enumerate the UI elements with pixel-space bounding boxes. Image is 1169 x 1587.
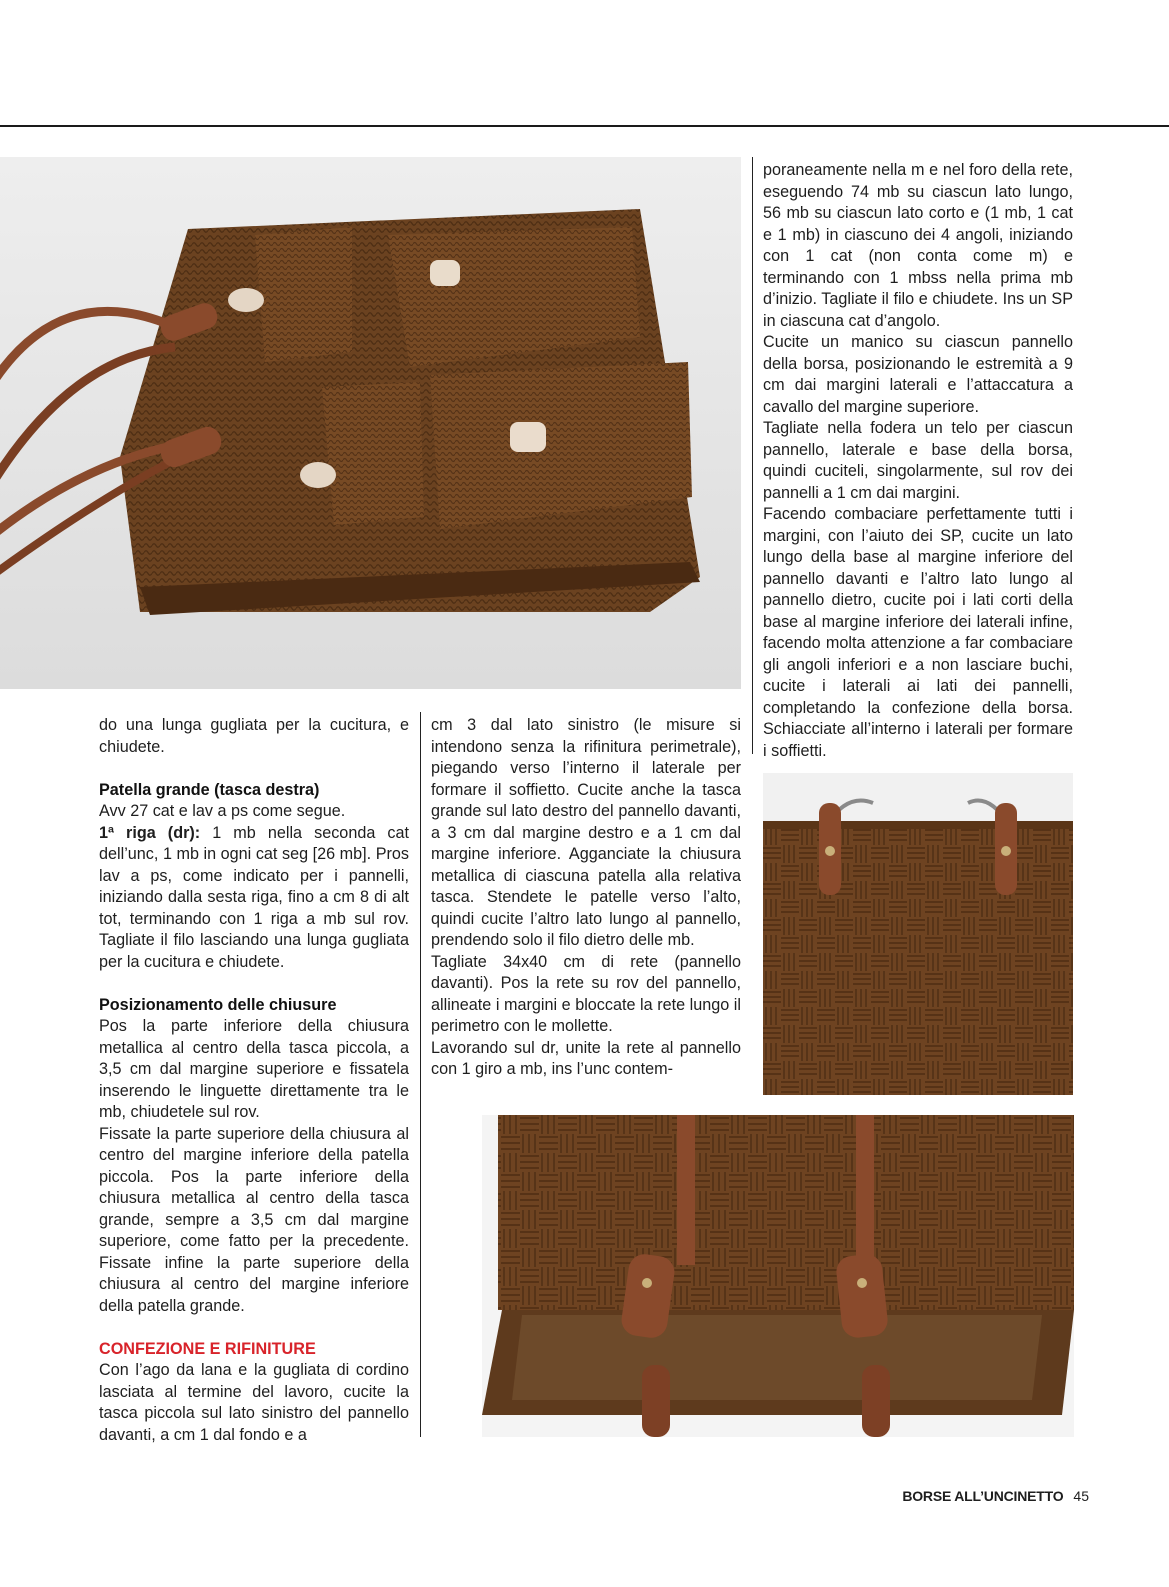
paragraph-col2-2: Tagliate 34x40 cm di rete (pannello davanti). Pos la rete su rov del pannello, allineate i margini e bloccate la rete lungo il perimetro con le mollette. [431, 952, 741, 1035]
column-divider-2 [752, 157, 753, 754]
text-column-1 [99, 715, 409, 1446]
heading-patella-grande: Patella grande (tasca destra) [99, 780, 320, 799]
paragraph-col2-3: Lavorando sul dr, unite la rete al pannello con 1 giro a mb, ins l’unc contem- [431, 1038, 741, 1078]
paragraph-col3-4: Facendo combaciare perfettamente tutti i margini, con l’aiuto dei SP, cucite un lato lungo della base al margine inferiore del pannello davanti e l’altro lato lungo al pannello dietro, cucite poi i lati corti della base al margine inferiore dei laterali infine, facendo molta attenzione a far combaciare gli angoli inferiori e a non lasciare buchi, cucite i laterali ai lati dei pannelli, completando la confezione della borsa. Schiacciate all’interno i laterali per formare i soffietti. [763, 505, 1073, 760]
paragraph-posizionamento-1: Pos la parte inferiore della chiusura metallica al centro della tasca piccola, a 3,5 cm dal margine superiore e fissatela inserendo le linguette direttamente tra le mb, chiudetele sul rov. [99, 1017, 409, 1121]
paragraph-col2-1: cm 3 dal lato sinistro (le misure si intendono senza la rifinitura perimetrale), piegando verso l’interno il laterale per formare il soffietto. Cucite anche la tasca grande sul lato destro del pannello davanti, a 3 cm dal margine destro e a 1 cm dal margine inferiore. Agganciate la chiusura metallica di ciascuna patella alla relativa tasca. Stendete le patelle verso l’alto, quindi cucite l’altro lato lungo al pannello, prendendo solo il filo dietro delle mb. [431, 716, 741, 949]
top-rule [0, 125, 1169, 127]
paragraph-posizionamento-2: Fissate la parte superiore della chiusura al centro del margine inferiore della patella piccola. Pos la parte inferiore della chiusura metallica al centro della tasca grande, sempre a 3,5 cm dal margine superiore, come fatto per la precedente. Fissate infine la parte superiore della chiusura al centro del margine inferiore della patella grande. [99, 1124, 409, 1315]
magazine-title: BORSE ALL’UNCINETTO [902, 1488, 1064, 1504]
paragraph-riga [99, 823, 409, 974]
photo-bag-pockets [0, 157, 741, 689]
heading-posizionamento: Posizionamento delle chiusure [99, 995, 337, 1014]
paragraph-confezione: Con l’ago da lana e la gugliata di cordino lasciata al termine del lavoro, cucite la tasca piccola sul lato sinistro del pannello davanti, a cm 1 dal fondo e a [99, 1361, 409, 1444]
riga-text: 1 mb nella seconda cat dell’unc, 1 mb in ogni cat seg [26 mb]. Pros lav a ps, come indicato per i pannelli, iniziando dalla sesta riga, fino a cm 8 di alt tot, terminando con 1 riga a mb sul rov. Tagliate il filo lasciando una lunga gugliata per la cucitura e chiudete. [99, 823, 409, 971]
riga-label: 1ª riga (dr): [99, 823, 201, 842]
column-divider-1 [420, 712, 421, 1437]
paragraph-col3-1: poraneamente nella m e nel foro della rete, eseguendo 74 mb su ciascun lato lungo, 56 mb su ciascun lato corto e (1 mb, 1 cat e 1 mb) in ciascuno dei 4 angoli, iniziando con 1 cat (non conta come m) e terminando con 1 mbss nella prima mb d’inizio. Tagliate il filo e chiudete. Ins un SP in ciascuna cat d’angolo. [763, 161, 1073, 330]
paragraph-col3-2: Cucite un manico su ciascun pannello della borsa, posizionando le estremità a 9 cm dai margini laterali e l’attaccatura a cavallo del margine superiore. [763, 333, 1073, 416]
text-column-3 [763, 160, 1073, 762]
paragraph-col3-3: Tagliate nella fodera un telo per ciascun pannello, laterale e base della borsa, quindi cuciteli, singolarmente, sul rov dei pannelli a 1 cm dai margini. [763, 419, 1073, 502]
paragraph-avvio: Avv 27 cat e lav a ps come segue. [99, 802, 346, 820]
page-footer [902, 1488, 1089, 1504]
photo-bag-back [763, 773, 1073, 1095]
page-number: 45 [1073, 1488, 1089, 1504]
heading-confezione: CONFEZIONE E RIFINITURE [99, 1339, 316, 1358]
paragraph-start: do una lunga gugliata per la cucitura, e chiudete. [99, 716, 409, 756]
text-column-2 [431, 715, 741, 1081]
photo-bag-interior [482, 1115, 1074, 1437]
